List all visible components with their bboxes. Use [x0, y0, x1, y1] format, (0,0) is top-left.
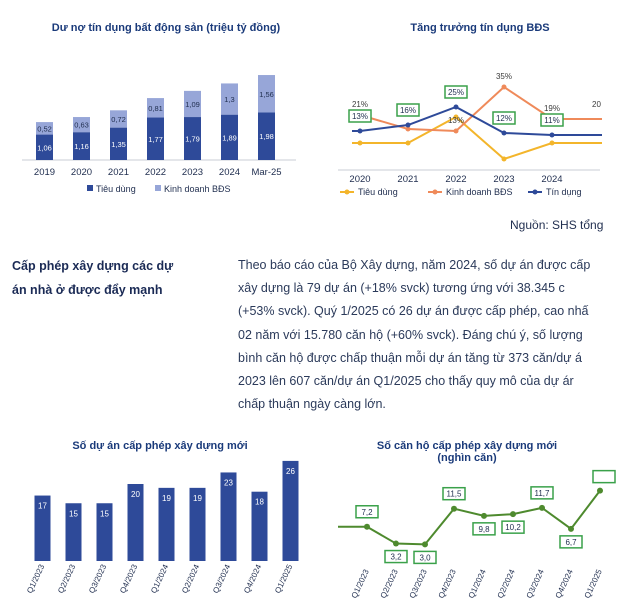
bar-value-label: 23	[224, 478, 233, 488]
chart4-svg	[310, 470, 604, 600]
x-tick-label: Q2/2023	[56, 563, 78, 595]
data-label-business: 13%	[447, 116, 465, 125]
bar-value-label: 17	[38, 501, 47, 511]
line-point	[539, 505, 545, 511]
x-tick-label: 2020	[349, 174, 371, 185]
bar-label-consumer: 1,06	[37, 143, 52, 153]
bar	[283, 461, 299, 561]
data-label-business: 21%	[351, 100, 369, 109]
chart4-title-line: Số căn hộ cấp phép xây dựng mới	[376, 440, 558, 452]
data-label-business: 19%	[543, 104, 561, 113]
x-tick-label: Q2/2023	[378, 568, 400, 600]
data-label: 3,2	[390, 552, 402, 562]
x-tick-label: Q1/2024	[466, 568, 488, 600]
data-label-credit: 12%	[495, 114, 513, 123]
data-label-business: 35%	[495, 72, 513, 81]
legend-marker	[345, 190, 350, 195]
line-point	[422, 541, 428, 547]
bar-label-consumer: 1,79	[185, 134, 200, 144]
body-line: xây dựng là 79 dự án (+18% svck) tương ứng với 38.345 c	[238, 281, 565, 296]
x-tick-label: Q1/2023	[349, 568, 371, 600]
legend-label: Kinh doanh BĐS	[164, 184, 231, 194]
x-tick-label: Q3/2023	[87, 563, 109, 595]
x-tick-label: Q3/2023	[407, 568, 429, 600]
line-point	[358, 141, 363, 146]
bar-label-consumer: 1,98	[259, 132, 274, 142]
x-tick-label: 2023	[493, 174, 515, 185]
legend-label: Kinh doanh BĐS	[446, 187, 513, 197]
legend-label: Tiêu dùng	[96, 184, 136, 194]
line-point	[550, 133, 555, 138]
section-heading	[12, 254, 212, 302]
x-tick-label: Q2/2024	[495, 568, 517, 600]
data-label: 11,5	[446, 489, 462, 499]
line-business	[352, 87, 602, 131]
body-line: 2023 lên 607 căn/dự án Q1/2025 cho thấy quy mô của dự ár	[238, 374, 574, 389]
data-label-credit: 11%	[544, 116, 560, 125]
data-label: 11,7	[534, 488, 550, 498]
x-tick-label: 2020	[70, 167, 93, 178]
bar-label-consumer: 1,35	[111, 139, 126, 149]
line-point	[502, 157, 507, 162]
line-point	[364, 524, 370, 530]
data-label-credit: 16%	[399, 106, 417, 115]
source-note: Nguồn: SHS tổng	[510, 218, 604, 232]
line-point	[550, 141, 555, 146]
x-tick-label: Q1/2025	[273, 563, 295, 595]
chart3-svg	[0, 450, 310, 600]
data-label-partial: 20	[592, 100, 601, 109]
bar-value-label: 19	[162, 493, 171, 503]
bar-value-label: 15	[69, 509, 78, 519]
chart4-title-line: (nghìn căn)	[437, 452, 497, 464]
line-point	[393, 541, 399, 547]
bar-label-business: 0,52	[37, 124, 52, 134]
data-label-box-partial	[593, 471, 615, 483]
data-label: 7,2	[361, 507, 373, 517]
line-point	[510, 511, 516, 517]
line-point	[502, 85, 507, 90]
x-tick-label: Q4/2023	[436, 568, 458, 600]
line-point	[454, 105, 459, 110]
chart1-title: Dư nợ tín dụng bất động sản (triệu tỷ đồng)	[51, 22, 281, 34]
x-tick-label: Q2/2024	[180, 563, 202, 595]
bar-value-label: 18	[255, 497, 264, 507]
bar-label-business: 1,09	[185, 99, 200, 109]
data-label: 6,7	[565, 537, 577, 547]
bar-label-consumer: 1,77	[148, 134, 163, 144]
bar-label-business: 0,72	[111, 114, 126, 124]
x-tick-label: 2021	[107, 167, 130, 178]
bar-label-business: 1,3	[224, 95, 235, 105]
x-tick-label: Q1/2025	[582, 568, 604, 600]
data-label: 10,2	[505, 523, 521, 533]
x-tick-label: Q4/2024	[553, 568, 575, 600]
section-heading-line: án nhà ở được đẩy mạnh	[12, 283, 163, 297]
chart3-title: Số dự án cấp phép xây dựng mới	[72, 440, 248, 452]
x-tick-label: 2022	[445, 174, 467, 185]
x-tick-label: Q3/2024	[524, 568, 546, 600]
section-heading-line: Cấp phép xây dựng các dự	[12, 259, 174, 273]
line-point	[406, 141, 411, 146]
x-tick-label: 2024	[541, 174, 563, 185]
line-point	[597, 488, 603, 494]
line-point	[406, 123, 411, 128]
legend-swatch-business	[155, 185, 161, 191]
line-point	[358, 129, 363, 134]
x-tick-label: 2019	[33, 167, 56, 178]
body-line: chấp thuận ngày càng lớn.	[238, 397, 386, 412]
bar-value-label: 15	[100, 509, 109, 519]
chart4-title	[372, 440, 562, 464]
x-tick-label: Q3/2024	[211, 563, 233, 595]
bar-label-consumer: 1,89	[222, 133, 237, 143]
body-line: 02 năm với 15.780 căn hộ (+60% svck). Đáng chú ý, số lượng	[238, 327, 583, 342]
data-label: 3,0	[419, 553, 431, 563]
x-tick-label: 2023	[181, 167, 204, 178]
line-point	[454, 129, 459, 134]
x-tick-label: 2024	[218, 167, 241, 178]
body-line: (+53% svck). Quý 1/2025 có 26 dự án được cấp phép, cao nhấ	[238, 304, 589, 319]
x-tick-label: Q1/2024	[149, 563, 171, 595]
bar-label-business: 0,63	[74, 120, 89, 130]
line-point	[451, 506, 457, 512]
legend-marker	[433, 190, 438, 195]
legend-label: Tín dụng	[546, 187, 582, 197]
x-tick-label: Q4/2023	[118, 563, 140, 595]
bar-label-consumer: 1,16	[74, 142, 89, 152]
bar-label-business: 1,56	[259, 89, 274, 99]
bar-value-label: 26	[286, 466, 295, 476]
line-point	[568, 526, 574, 532]
bar-label-business: 0,81	[148, 103, 163, 113]
legend-marker	[533, 190, 538, 195]
data-label: 9,8	[478, 524, 490, 534]
legend-swatch-consumer	[87, 185, 93, 191]
bar-value-label: 20	[131, 490, 140, 499]
bar-value-label: 19	[193, 493, 202, 503]
body-line: Theo báo cáo của Bộ Xây dựng, năm 2024, số dự án được cấp	[238, 258, 591, 272]
chart2-svg	[310, 40, 600, 210]
section-body	[238, 254, 618, 416]
x-tick-label: 2021	[397, 174, 419, 185]
x-tick-label: 2022	[144, 167, 167, 178]
x-tick-label: Q1/2023	[25, 563, 47, 595]
chart2-title: Tăng trưởng tín dụng BĐS	[410, 22, 550, 34]
body-line: bình căn hộ được chấp thuận mỗi dự án tăng từ 373 căn/dự á	[238, 350, 582, 365]
chart1-svg	[0, 40, 300, 250]
data-label-credit: 13%	[351, 112, 369, 121]
x-tick-label: Mar-25	[251, 167, 282, 178]
x-tick-label: Q4/2024	[242, 563, 264, 595]
data-label-credit: 25%	[447, 88, 465, 97]
line-point	[481, 513, 487, 519]
legend-label: Tiêu dùng	[358, 187, 398, 197]
line-point	[502, 131, 507, 136]
